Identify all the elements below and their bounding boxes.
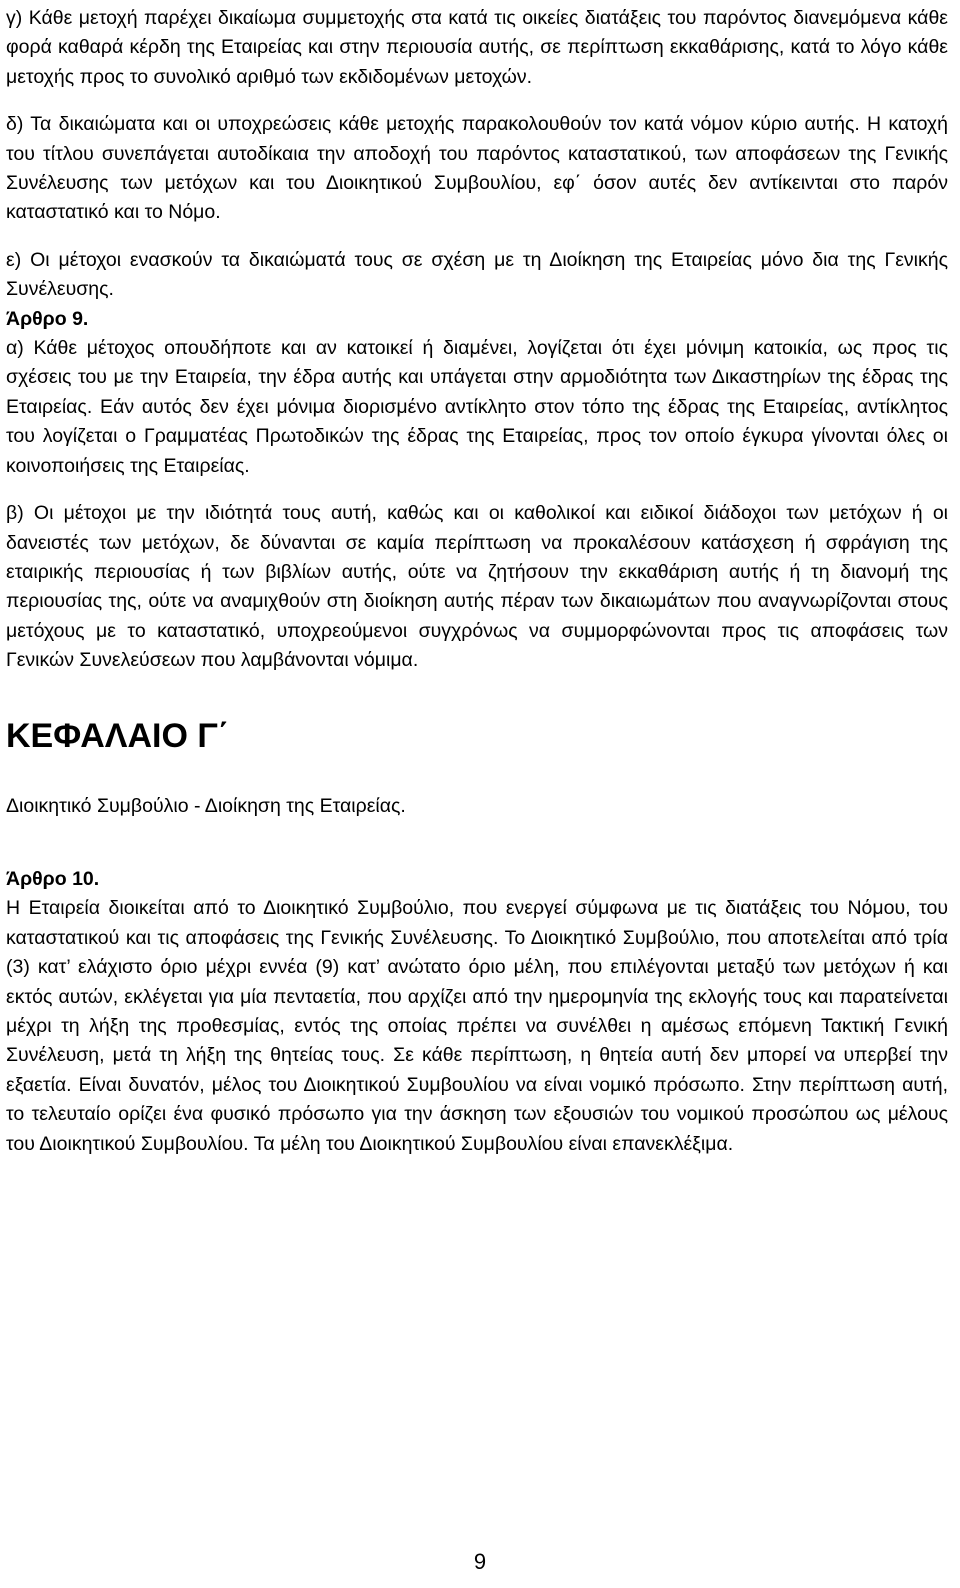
- chapter-title: ΚΕΦΑΛΑΙΟ Γ΄: [6, 716, 230, 755]
- article-9-title: Άρθρο 9.: [6, 307, 89, 330]
- chapter-subtitle: Διοικητικό Συμβούλιο - Διοίκηση της Εταιρείας.: [6, 794, 406, 817]
- article-10-body: Η Εταιρεία διοικείται από το Διοικητικό Συμβούλιο, που ενεργεί σύμφωνα με τις διατάξεις του Νόμου, του καταστατικού και τις αποφάσεις της Γενικής Συνέλευσης. Το Διοικητικό Συμβούλιο, που αποτελείται από τρία (3) κατ’ ελάχιστο όριο μέχρι εννέα (9) κατ’ ανώτατο όριο μέλη, που επιλέγονται μεταξύ των μετόχων ή και εκτός αυτών, εκλέγεται για μία πενταετία, που αρχίζει από την ημερομηνία της εκλογής τους και παρατείνεται μέχρι τη λήξη της προθεσμίας, εντός της οποίας πρέπει να συνέλθει η αμέσως επόμενη Τακτική Γενική Συνέλευση, μετά τη λήξη της θητείας τους. Σε κάθε περίπτωση, η θητεία αυτή δεν μπορεί να υπερβεί την εξαετία. Είναι δυνατόν, μέλος του Διοικητικού Συμβουλίου να είναι νομικό πρόσωπο. Στην περίπτωση αυτή, το τελευταίο ορίζει ένα φυσικό πρόσωπο για την άσκηση των εξουσιών του νομικού προσώπου ως μέλους του Διοικητικού Συμβουλίου. Τα μέλη του Διοικητικού Συμβουλίου είναι επανεκλέξιμα.: [6, 897, 948, 1155]
- paragraph-gamma: γ) Κάθε μετοχή παρέχει δικαίωμα συμμετοχής στα κατά τις οικείες διατάξεις του παρόντος διανεμόμενα κάθε φορά καθαρά κέρδη της Εταιρείας και στην περιουσία αυτής, σε περίπτωση εκκαθάρισης, κατά το λόγο κάθε μετοχής προς το συνολικό αριθμό των εκδιδομένων μετοχών.: [6, 7, 948, 88]
- document-page: [6, 4, 948, 1159]
- paragraph-epsilon: ε) Οι μέτοχοι ενασκούν τα δικαιώματά τους σε σχέση με τη Διοίκηση της Εταιρείας μόνο δια της Γενικής Συνέλευσης.: [6, 248, 948, 301]
- paragraph-delta: δ) Τα δικαιώματα και οι υποχρεώσεις κάθε μετοχής παρακολουθούν τον κατά νόμον κύριο αυτής. Η κατοχή του τίτλου συνεπάγεται αυτοδίκαια την αποδοχή του παρόντος καταστατικού, των αποφάσεων της Γενικής Συνέλευσης των μετόχων και του Διοικητικού Συμβουλίου, εφ΄ όσον αυτές δεν αντίκεινται στο παρόν καταστατικό και το Νόμο.: [6, 113, 948, 224]
- article-10-title: Άρθρο 10.: [6, 867, 100, 890]
- article-9-beta: β) Οι μέτοχοι με την ιδιότητά τους αυτή, καθώς και οι καθολικοί και ειδικοί διάδοχοι των μετόχων ή οι δανειστές των μετόχων, δε δύνανται σε καμία περίπτωση να προκαλέσουν κατάσχεση ή σφράγιση της εταιρικής περιουσίας ή των βιβλίων αυτής, ούτε να ζητήσουν την εκκαθάριση αυτής ή τη διανομή της περιουσίας της, ούτε να αναμιχθούν στη διοίκηση αυτής πέραν των δικαιωμάτων που αναγνωρίζονται στους μετόχους με το καταστατικό, υποχρεούμενοι συγχρόνως να συμμορφώνονται προς τις αποφάσεις των Γενικών Συνελεύσεων που λαμβάνονται νόμιμα.: [6, 502, 948, 672]
- page-number: 9: [473, 1549, 487, 1574]
- article-9-alpha: α) Κάθε μέτοχος οπουδήποτε και αν κατοικεί ή διαμένει, λογίζεται ότι έχει μόνιμη κατοικία, ως προς τις σχέσεις του με την Εταιρεία, την έδρα αυτής και υπάγεται στην αρμοδιότητα των Δικαστηρίων της έδρας της Εταιρείας. Εάν αυτός δεν έχει μόνιμα διορισμένο αντίκλητο στον τόπο της έδρας της Εταιρείας, αντίκλητος του λογίζεται ο Γραμματέας Πρωτοδικών της έδρας της Εταιρείας, προς τον οποίο έγκυρα γίνονται όλες οι κοινοποιήσεις της Εταιρείας.: [6, 337, 948, 477]
